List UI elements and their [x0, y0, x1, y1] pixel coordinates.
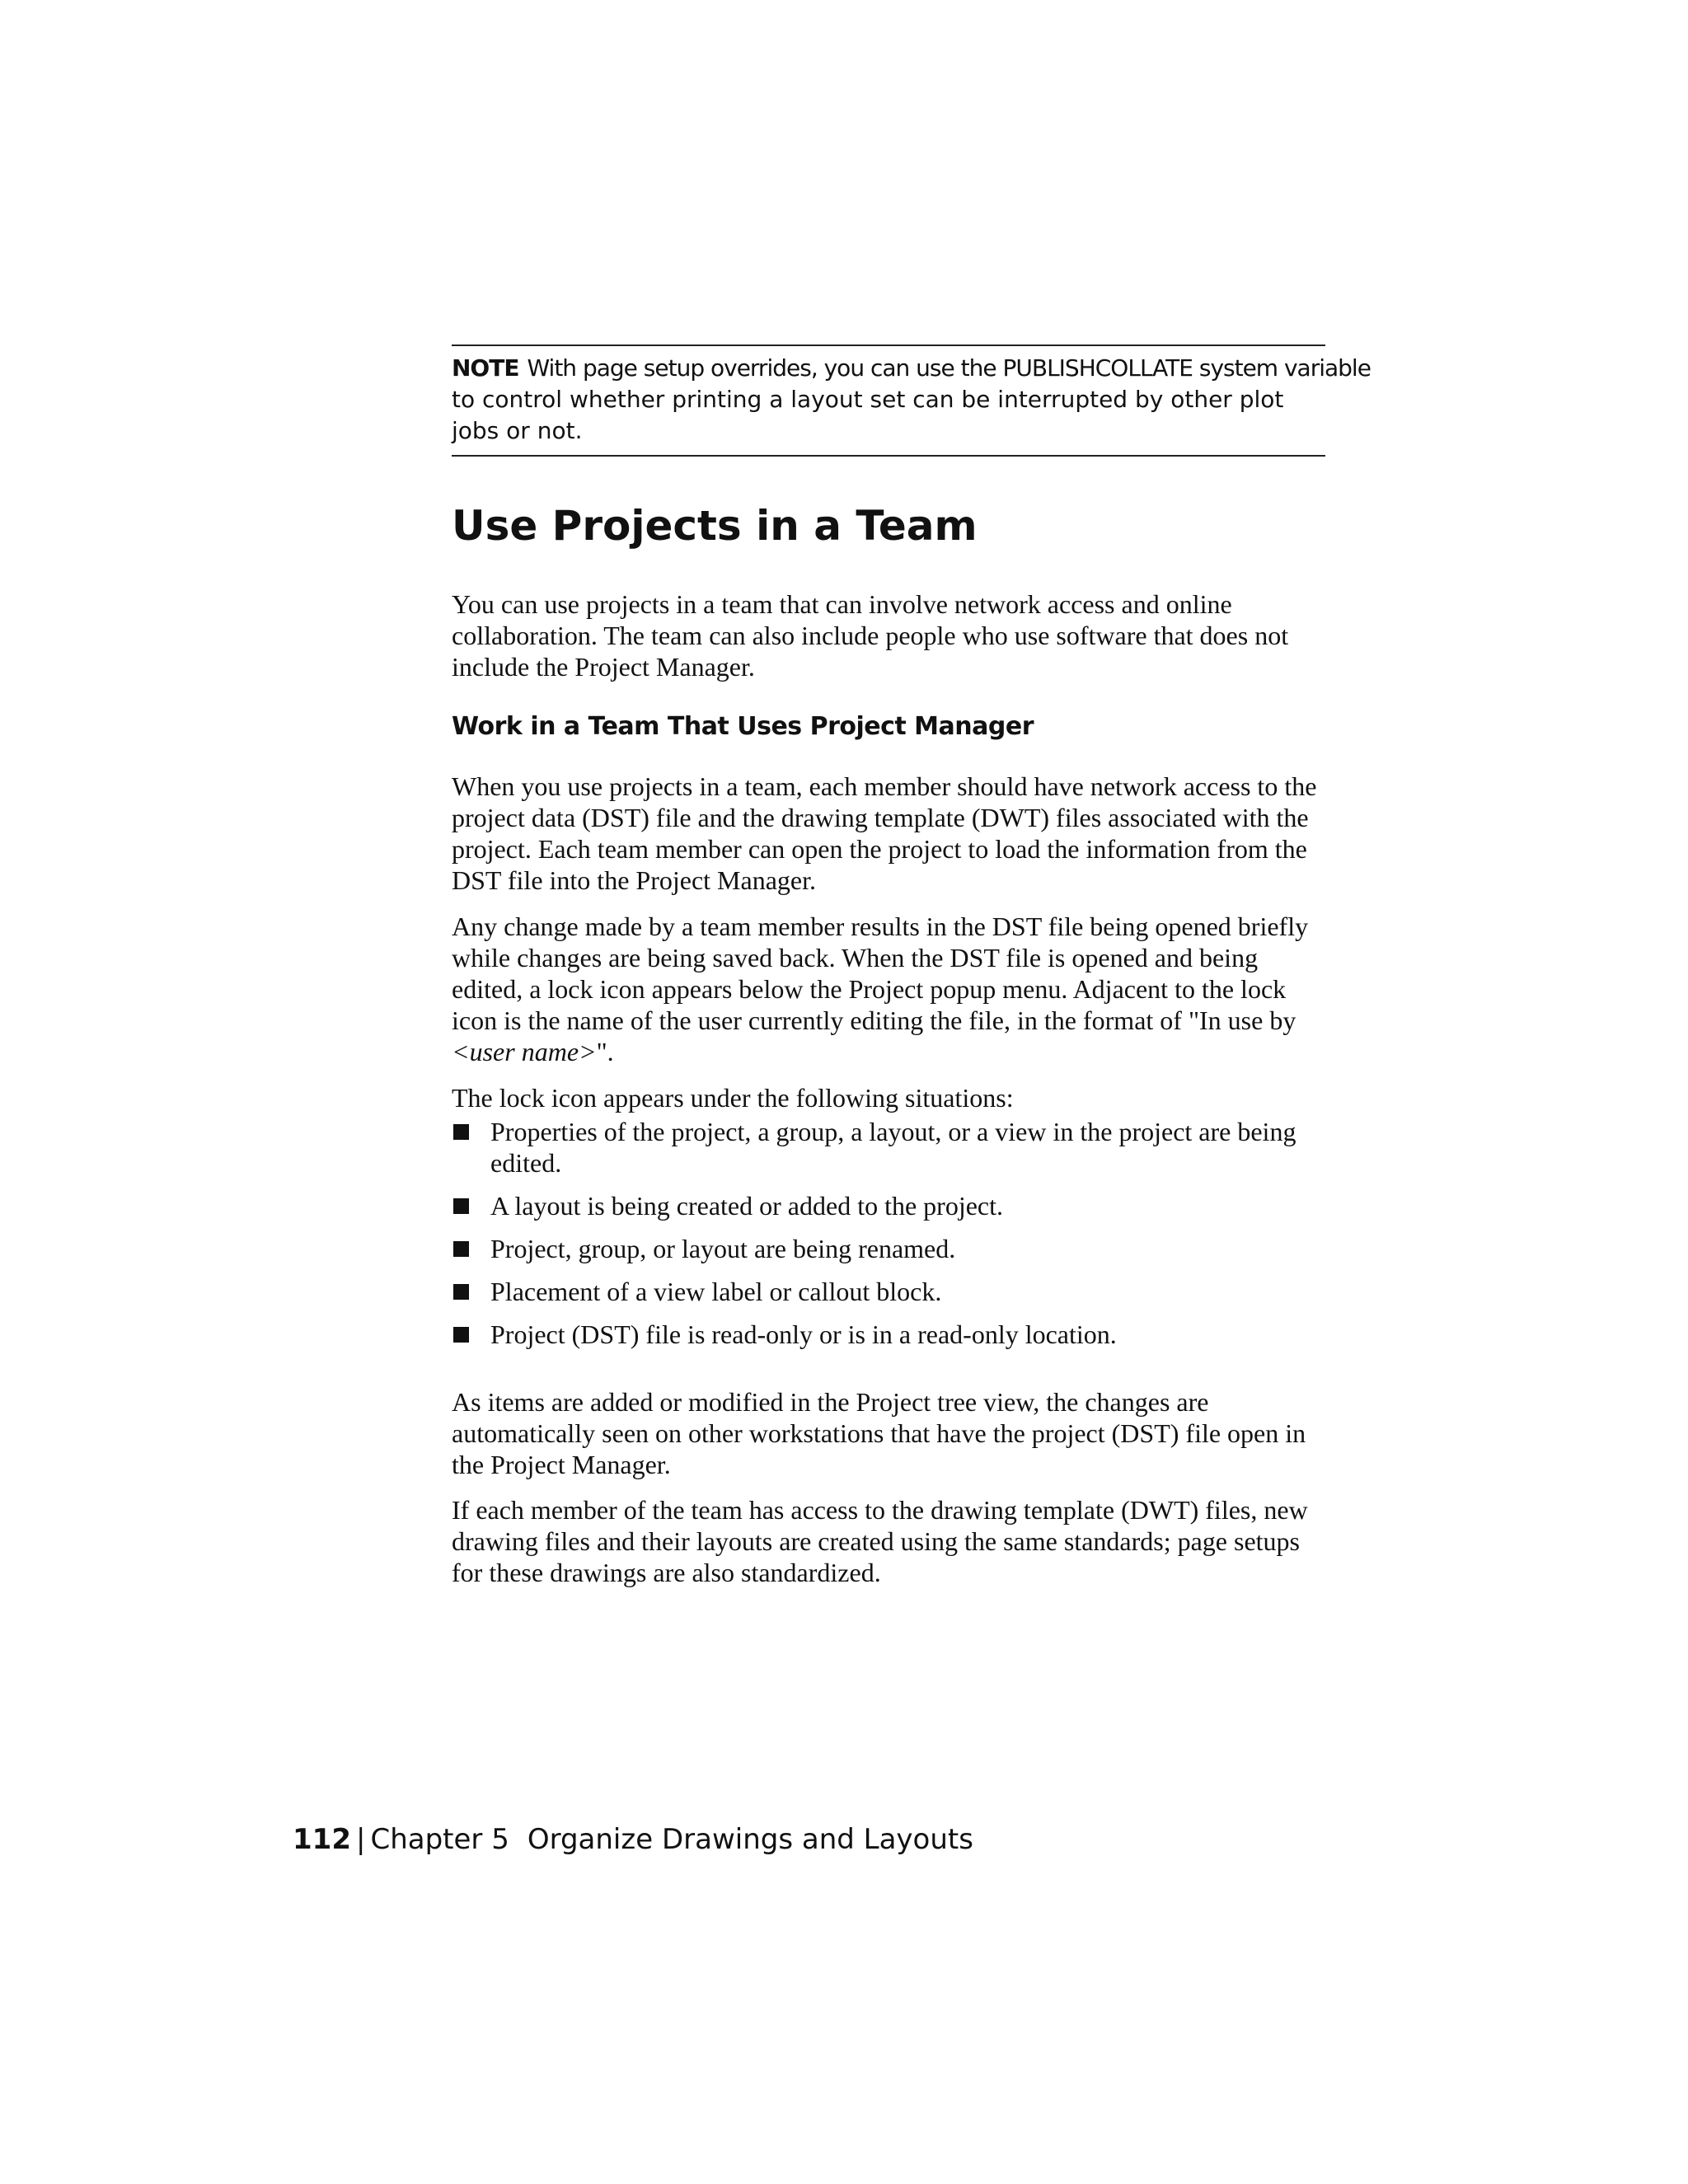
bullet-square-icon — [453, 1198, 469, 1214]
subsection-heading: Work in a Team That Uses Project Manager — [452, 712, 1034, 741]
footer-separator: | — [355, 1823, 366, 1856]
note-first-line — [452, 353, 1371, 384]
paragraph-lock-icon — [452, 911, 1329, 1067]
paragraph-tree-view: As items are added or modified in the Project tree view, the changes are automatically seen on other workstations that have the project (DST) file open in the Project Manager. — [452, 1387, 1306, 1479]
paragraph-drawing-templates: If each member of the team has access to the drawing template (DWT) files, new drawing files and their layouts are created using the same standards; page setups for these drawings are also standardized. — [452, 1495, 1308, 1587]
footer-chapter: Chapter 5 — [370, 1823, 509, 1856]
section-heading: Use Projects in a Team — [452, 502, 978, 550]
user-name-placeholder: <user name> — [452, 1037, 597, 1066]
footer-chapter-title: Organize Drawings and Layouts — [527, 1823, 973, 1856]
page-footer — [293, 1821, 973, 1858]
list-intro: The lock icon appears under the following situations: — [452, 1083, 1014, 1113]
page-number: 112 — [293, 1823, 351, 1856]
bullet-square-icon — [453, 1124, 469, 1140]
list-item — [452, 1319, 1329, 1350]
note-box — [452, 344, 1371, 457]
paragraph-lock-icon-text: Any change made by a team member results in the DST file being opened briefly while changes are being saved back. When the DST file is opened and being edited, a lock icon appears below the Project popup menu. Adjacent to the lock icon is the name of the user currently editing the file, in the format of "In use by — [452, 912, 1309, 1035]
list-item — [452, 1116, 1329, 1179]
note-text-rest: to control whether printing a layout set can be interrupted by other plot jobs or not. — [452, 386, 1284, 444]
list-item-text: A layout is being created or added to the project. — [490, 1191, 1004, 1221]
paragraph-lock-icon-end: ". — [596, 1037, 614, 1066]
bullet-square-icon — [453, 1327, 469, 1343]
list-item-text: Properties of the project, a group, a layout, or a view in the project are being edited. — [490, 1117, 1296, 1178]
note-text-line1: With page setup overrides, you can use the PUBLISHCOLLATE system variable — [527, 354, 1371, 382]
lock-situations-list — [452, 1116, 1329, 1361]
list-item-text: Project, group, or layout are being renamed. — [490, 1234, 956, 1263]
list-item — [452, 1190, 1329, 1221]
paragraph-network-access: When you use projects in a team, each member should have network access to the project data (DST) file and the drawing template (DWT) files associated with the project. Each team member can open the project to load the information from the DST file into the Project Manager. — [452, 771, 1317, 895]
list-item — [452, 1276, 1329, 1307]
note-label: NOTE — [452, 354, 519, 382]
bullet-square-icon — [453, 1241, 469, 1257]
list-item — [452, 1233, 1329, 1264]
bullet-square-icon — [453, 1284, 469, 1300]
intro-paragraph: You can use projects in a team that can involve network access and online collaboration. The team can also include people who use software that does not include the Project Manager. — [452, 589, 1289, 682]
list-item-text: Placement of a view label or callout block. — [490, 1277, 942, 1306]
list-item-text: Project (DST) file is read-only or is in a read-only location. — [490, 1319, 1117, 1349]
